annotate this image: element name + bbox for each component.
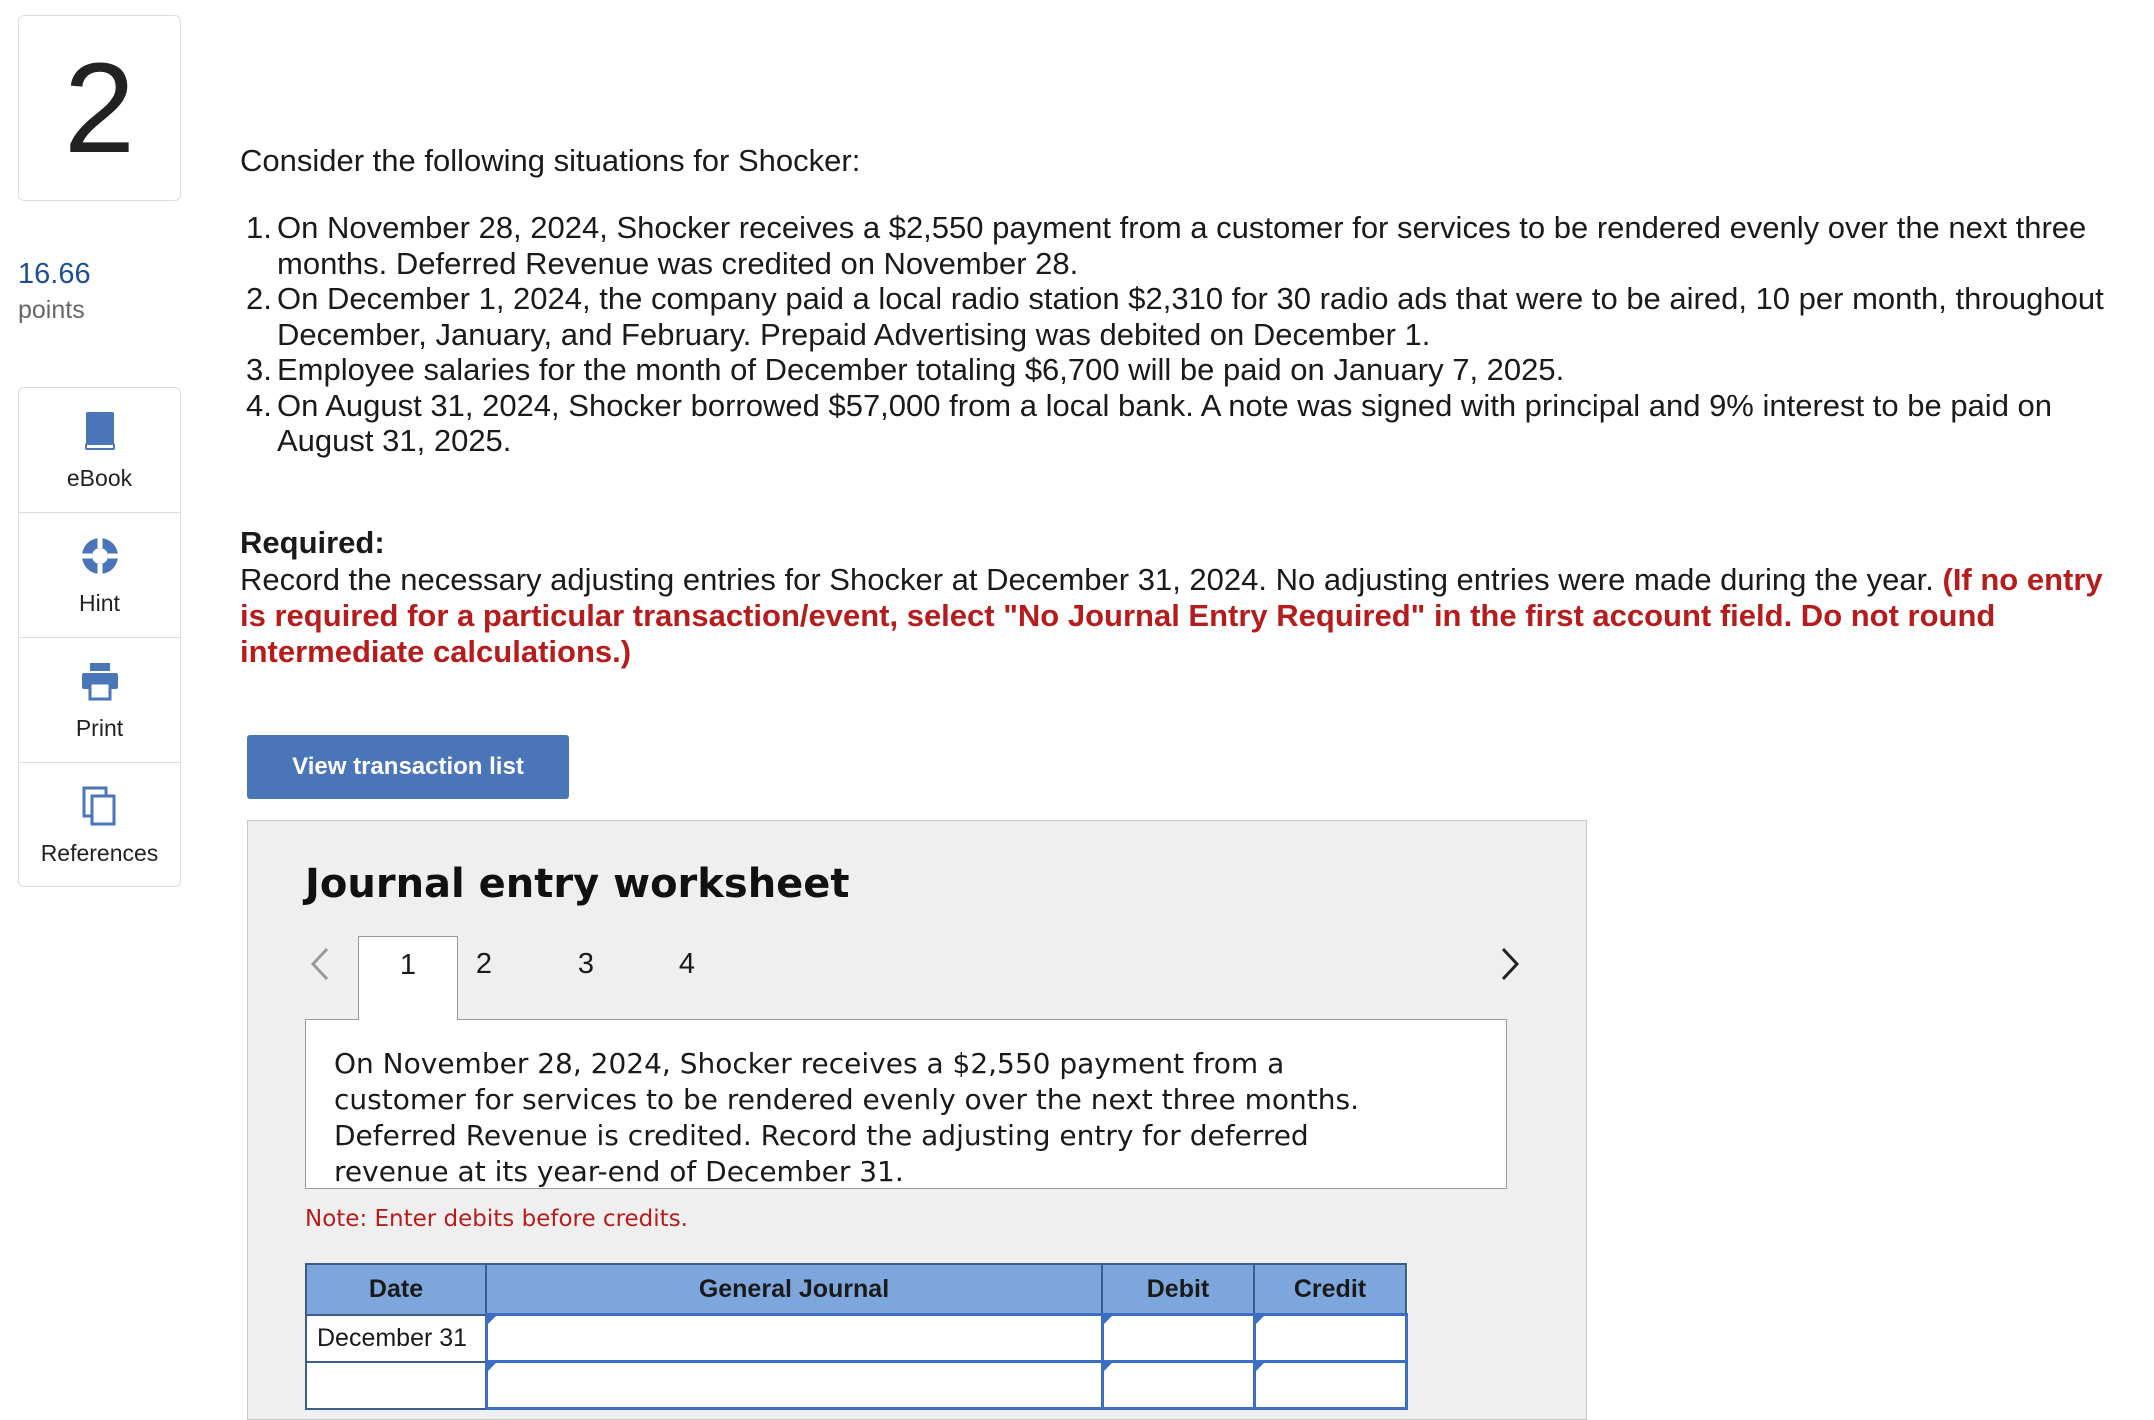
list-item-text: On November 28, 2024, Shocker receives a $2,550 payment from a customer for services to be rendered evenly over the next three months. Deferred Revenue was credited on November 28. bbox=[277, 210, 2087, 281]
transaction-description-text: On November 28, 2024, Shocker receives a $2,550 payment from a customer for services to be rendered evenly over the next three months. Deferred Revenue is credited. Record the adjusting entry for deferred revenue at its year-end of December 31. bbox=[334, 1047, 1359, 1188]
required-text bbox=[240, 562, 2120, 670]
ebook-label: eBook bbox=[66, 464, 133, 491]
view-transaction-list-button[interactable]: View transaction list bbox=[247, 735, 569, 799]
required-instructions: Record the necessary adjusting entries for Shocker at December 31, 2024. No adjusting entries were made during the year. bbox=[240, 562, 1934, 597]
question-intro: Consider the following situations for Shocker: bbox=[240, 143, 861, 178]
account-input[interactable] bbox=[486, 1362, 1102, 1409]
hint-label: Hint bbox=[79, 589, 120, 616]
header-debit: Debit bbox=[1102, 1264, 1254, 1315]
list-item-number: 1. bbox=[246, 210, 272, 245]
required-warning: (If no entry is required for a particular transaction/event, select "No Journal Entry Required" in the first account field. Do not round intermediate calculations.) bbox=[240, 562, 2103, 669]
debit-input[interactable] bbox=[1102, 1315, 1254, 1362]
list-item-number: 3. bbox=[246, 352, 272, 387]
question-number: 2 bbox=[18, 15, 181, 201]
list-item-number: 4. bbox=[246, 387, 272, 423]
table-row bbox=[306, 1362, 1406, 1409]
tools-panel bbox=[18, 387, 181, 887]
list-item bbox=[240, 388, 2120, 459]
points-value: 16.66 bbox=[18, 258, 91, 290]
previous-button[interactable] bbox=[300, 939, 340, 989]
situations-list bbox=[240, 210, 2120, 459]
copy-icon bbox=[78, 784, 122, 828]
points-label: points bbox=[18, 296, 85, 324]
table-row bbox=[306, 1315, 1406, 1362]
references-button[interactable] bbox=[19, 763, 180, 888]
next-button[interactable] bbox=[1490, 939, 1530, 989]
ebook-button[interactable] bbox=[19, 388, 180, 513]
header-general-journal: General Journal bbox=[486, 1264, 1102, 1315]
credit-input[interactable] bbox=[1254, 1315, 1406, 1362]
tab-4[interactable]: 4 bbox=[678, 948, 696, 980]
journal-worksheet bbox=[247, 820, 1587, 1420]
required-heading: Required: bbox=[240, 525, 385, 560]
book-icon bbox=[78, 409, 122, 453]
account-input[interactable] bbox=[486, 1315, 1102, 1362]
header-date: Date bbox=[306, 1264, 486, 1315]
printer-icon bbox=[78, 659, 122, 703]
chevron-left-icon bbox=[309, 946, 331, 982]
references-label: References bbox=[40, 840, 159, 866]
transaction-description bbox=[305, 1019, 1507, 1189]
worksheet-title: Journal entry worksheet bbox=[305, 861, 850, 907]
list-item-text: On August 31, 2024, Shocker borrowed $57,000 from a local bank. A note was signed with principal and 9% interest to be paid on August 31, 2025. bbox=[277, 387, 2053, 458]
header-credit: Credit bbox=[1254, 1264, 1406, 1315]
debit-input[interactable] bbox=[1102, 1362, 1254, 1409]
chevron-right-icon bbox=[1499, 946, 1521, 982]
list-item-number: 2. bbox=[246, 281, 272, 316]
list-item-text: Employee salaries for the month of December totaling $6,700 will be paid on January 7, 2025. bbox=[277, 352, 1565, 387]
date-cell bbox=[306, 1362, 486, 1409]
tab-1[interactable]: 1 bbox=[358, 936, 458, 1020]
list-item bbox=[240, 210, 2120, 281]
entry-note: Note: Enter debits before credits. bbox=[305, 1206, 688, 1232]
print-button[interactable] bbox=[19, 638, 180, 763]
list-item bbox=[240, 281, 2120, 352]
hint-button[interactable] bbox=[19, 513, 180, 638]
lifebuoy-icon bbox=[78, 534, 122, 578]
list-item-text: On December 1, 2024, the company paid a local radio station $2,310 for 30 radio ads that were to be aired, 10 per month, throughout December, January, and February. Prepaid Advertising was debited on December 1. bbox=[277, 281, 2104, 352]
print-label: Print bbox=[75, 714, 124, 741]
list-item bbox=[240, 352, 2120, 388]
credit-input[interactable] bbox=[1254, 1362, 1406, 1409]
table-header-row bbox=[306, 1264, 1406, 1315]
journal-table bbox=[305, 1263, 1408, 1410]
date-cell: December 31 bbox=[306, 1315, 486, 1362]
tab-2[interactable]: 2 bbox=[475, 948, 493, 980]
tab-3[interactable]: 3 bbox=[577, 948, 595, 980]
